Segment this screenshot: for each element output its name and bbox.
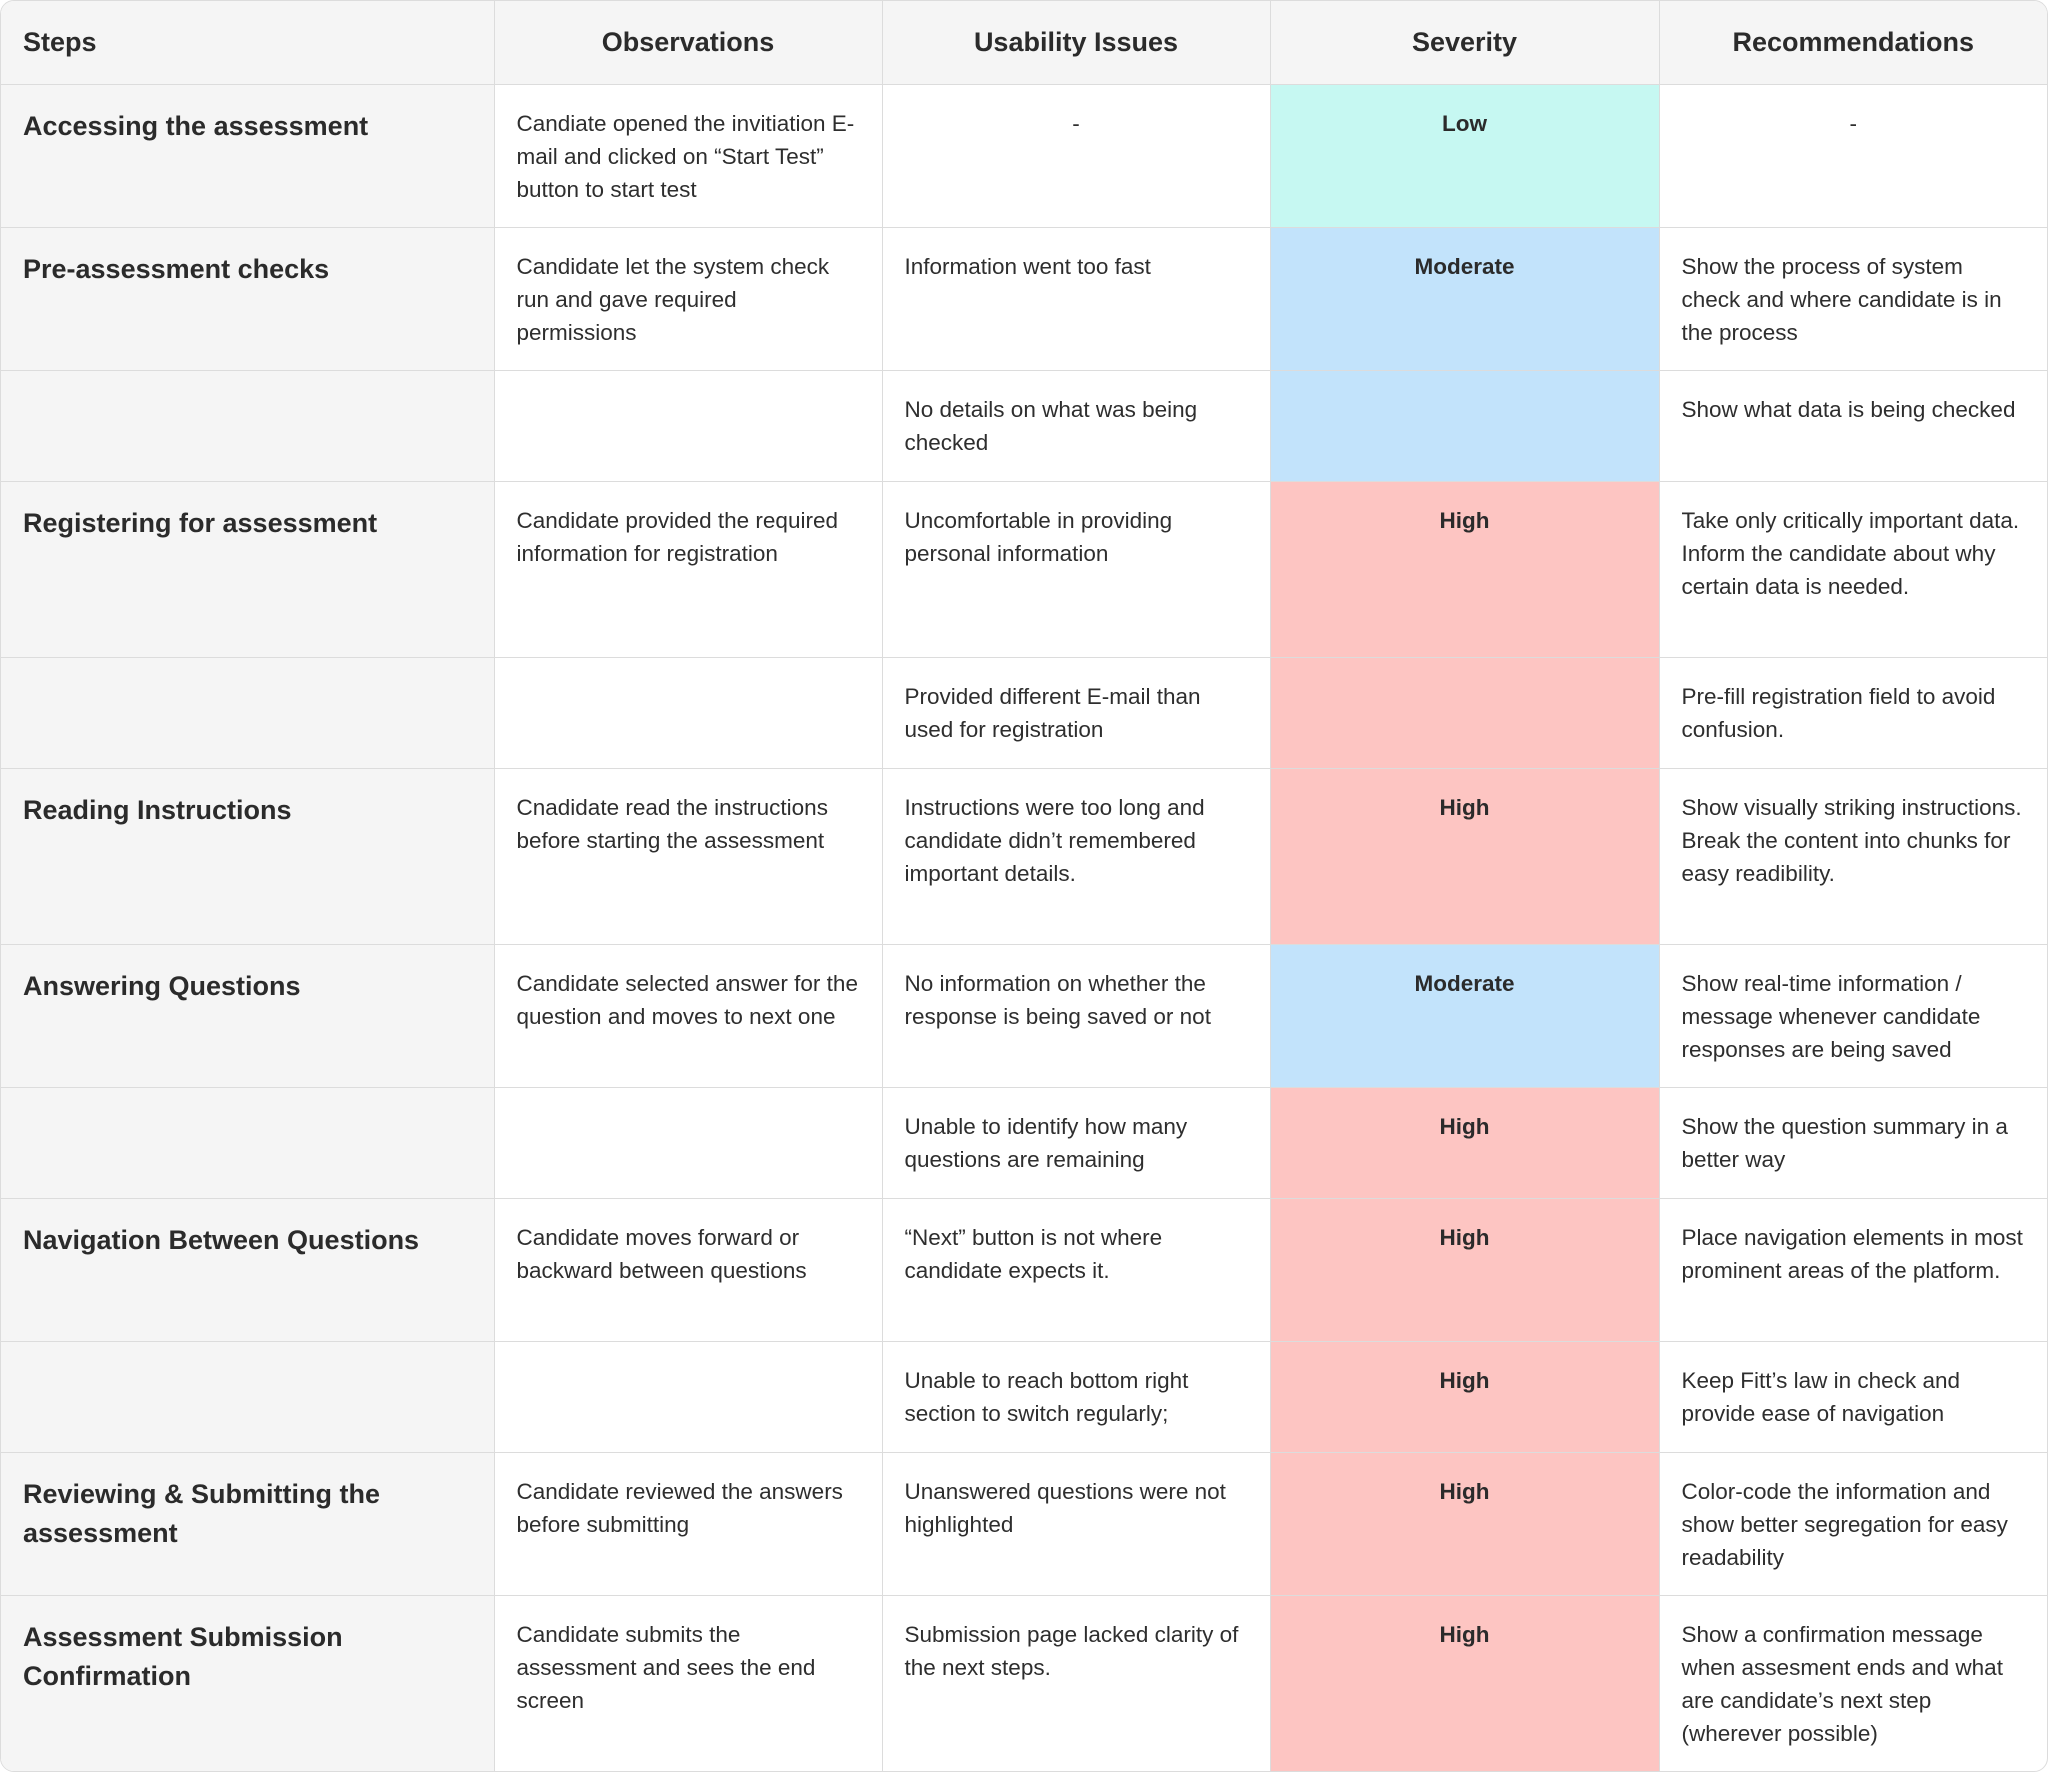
observation-cell: Candidate moves forward or backward between questions — [494, 1198, 882, 1341]
issue-cell: Instructions were too long and candidate didn’t remembered important details. — [882, 768, 1270, 944]
step-cell — [1, 1341, 494, 1452]
observation-cell: Candidate submits the assessment and sees the end screen — [494, 1595, 882, 1771]
table-row — [1, 1198, 2047, 1341]
issue-cell: No details on what was being checked — [882, 370, 1270, 481]
recommendation-cell: Show a confirmation message when assesment ends and what are candidate’s next step (wherever possible) — [1659, 1595, 2047, 1771]
observation-cell — [494, 657, 882, 768]
table-row — [1, 227, 2047, 370]
step-cell — [1, 1087, 494, 1198]
issue-cell: Submission page lacked clarity of the next steps. — [882, 1595, 1270, 1771]
severity-cell — [1270, 370, 1659, 481]
header-row — [1, 1, 2047, 84]
severity-cell: High — [1270, 1595, 1659, 1771]
header-recommendations: Recommendations — [1659, 1, 2047, 84]
recommendation-cell: - — [1659, 84, 2047, 227]
severity-cell — [1270, 657, 1659, 768]
table-row — [1, 84, 2047, 227]
issue-cell: Provided different E-mail than used for registration — [882, 657, 1270, 768]
table-row — [1, 1341, 2047, 1452]
table-row — [1, 370, 2047, 481]
table-row — [1, 657, 2047, 768]
observation-cell: Candidate provided the required information for registration — [494, 481, 882, 657]
recommendation-cell — [1659, 481, 2047, 657]
table-row — [1, 768, 2047, 944]
recommendation-cell: Show the question summary in a better way — [1659, 1087, 2047, 1198]
recommendation-cell: Pre-fill registration field to avoid confusion. — [1659, 657, 2047, 768]
recommendation-line: Break the content into chunks for easy readibility. — [1681, 827, 2011, 886]
step-cell — [1, 370, 494, 481]
issue-cell: Uncomfortable in providing personal information — [882, 481, 1270, 657]
observation-cell: Candidate reviewed the answers before submitting — [494, 1452, 882, 1595]
step-cell: Answering Questions — [1, 944, 494, 1087]
recommendation-cell: Show the process of system check and where candidate is in the process — [1659, 227, 2047, 370]
step-cell: Registering for assessment — [1, 481, 494, 657]
recommendation-cell: Keep Fitt’s law in check and provide ease of navigation — [1659, 1341, 2047, 1452]
observation-cell — [494, 1341, 882, 1452]
severity-cell: High — [1270, 1087, 1659, 1198]
severity-cell: Moderate — [1270, 944, 1659, 1087]
severity-cell: Moderate — [1270, 227, 1659, 370]
issue-cell: Unable to identify how many questions are remaining — [882, 1087, 1270, 1198]
header-usability-issues: Usability Issues — [882, 1, 1270, 84]
recommendation-cell: Show what data is being checked — [1659, 370, 2047, 481]
recommendation-cell: Show real-time information / message whenever candidate responses are being saved — [1659, 944, 2047, 1087]
severity-cell: High — [1270, 768, 1659, 944]
issue-cell: Unable to reach bottom right section to switch regularly; — [882, 1341, 1270, 1452]
issue-cell: No information on whether the response is being saved or not — [882, 944, 1270, 1087]
issue-cell: Unanswered questions were not highlighted — [882, 1452, 1270, 1595]
severity-cell: High — [1270, 481, 1659, 657]
step-cell: Pre-assessment checks — [1, 227, 494, 370]
observation-cell: Candiate opened the invitiation E-mail and clicked on “Start Test” button to start test — [494, 84, 882, 227]
issue-cell: Information went too fast — [882, 227, 1270, 370]
header-steps: Steps — [1, 1, 494, 84]
recommendation-line: Take only critically important data. — [1681, 507, 2020, 533]
header-severity: Severity — [1270, 1, 1659, 84]
severity-cell: High — [1270, 1452, 1659, 1595]
observation-cell: Cnadidate read the instructions before starting the assessment — [494, 768, 882, 944]
recommendation-cell — [1659, 768, 2047, 944]
observation-cell: Candidate selected answer for the question and moves to next one — [494, 944, 882, 1087]
table-row — [1, 481, 2047, 657]
issue-cell: “Next” button is not where candidate expects it. — [882, 1198, 1270, 1341]
observation-cell — [494, 370, 882, 481]
severity-cell: Low — [1270, 84, 1659, 227]
step-cell: Navigation Between Questions — [1, 1198, 494, 1341]
severity-cell: High — [1270, 1198, 1659, 1341]
recommendation-cell: Place navigation elements in most prominent areas of the platform. — [1659, 1198, 2047, 1341]
step-cell: Assessment Submission Confirmation — [1, 1595, 494, 1771]
severity-cell: High — [1270, 1341, 1659, 1452]
step-cell — [1, 657, 494, 768]
observation-cell — [494, 1087, 882, 1198]
recommendation-line: Show visually striking instructions. — [1681, 794, 2022, 820]
recommendation-cell: Color-code the information and show better segregation for easy readability — [1659, 1452, 2047, 1595]
table-row — [1, 1087, 2047, 1198]
step-cell: Reading Instructions — [1, 768, 494, 944]
step-cell: Accessing the assessment — [1, 84, 494, 227]
step-cell: Reviewing & Submitting the assessment — [1, 1452, 494, 1595]
table-row — [1, 1595, 2047, 1771]
usability-findings-table — [1, 1, 2047, 1771]
table-row — [1, 1452, 2047, 1595]
table-row — [1, 944, 2047, 1087]
issue-cell: - — [882, 84, 1270, 227]
recommendation-line: Inform the candidate about why certain data is needed. — [1681, 540, 1996, 599]
observation-cell: Candidate let the system check run and gave required permissions — [494, 227, 882, 370]
header-observations: Observations — [494, 1, 882, 84]
